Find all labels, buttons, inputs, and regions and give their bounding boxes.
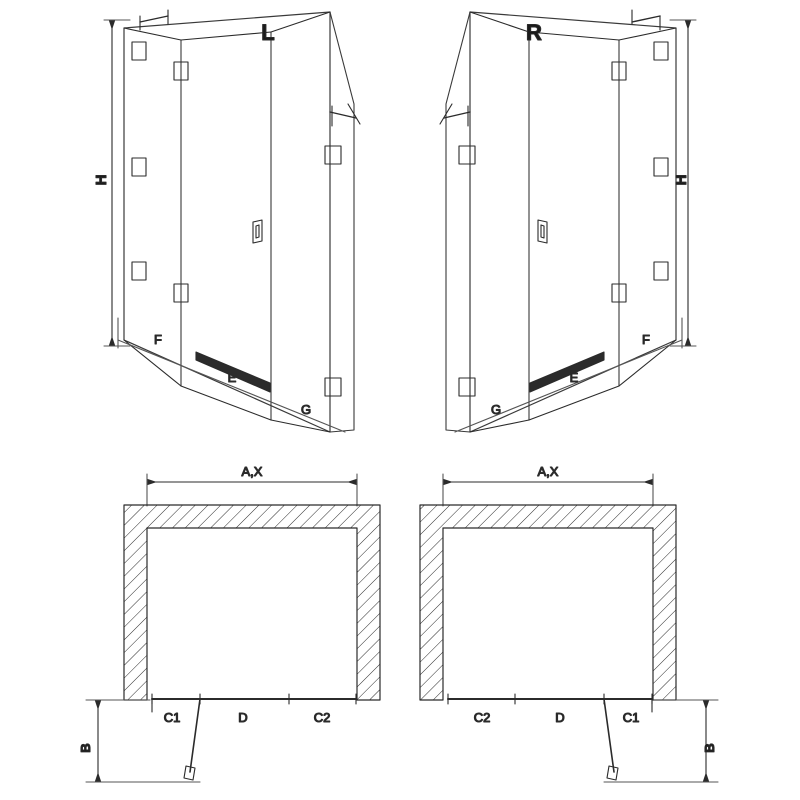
label-G-left: G [300,402,312,417]
label-E-right: E [569,370,579,385]
label-C1-plan-right: C1 [622,710,640,725]
label-B-plan-right: B [702,743,717,753]
label-AX-plan-left: A,X [241,464,263,479]
label-B-plan-left: B [78,743,93,753]
label-D-plan-left: D [238,710,248,725]
label-AX-plan-right: A,X [537,464,559,479]
plan-left-view [86,474,380,782]
label-D-plan-right: D [555,710,565,725]
label-E-left: E [227,370,237,385]
label-G-right: G [490,402,502,417]
label-H-left: H [93,174,110,186]
label-F-right: F [642,332,650,347]
label-H-right: H [673,174,690,186]
label-R: R [526,20,542,45]
elevation-right-view [440,10,696,432]
plan-right-view [420,474,718,782]
elevation-left-view [104,10,360,432]
label-C2-plan-right: C2 [473,710,491,725]
label-F-left: F [154,332,162,347]
label-L: L [261,20,275,45]
label-C1-plan-left: C1 [163,710,181,725]
label-C2-plan-left: C2 [313,710,331,725]
